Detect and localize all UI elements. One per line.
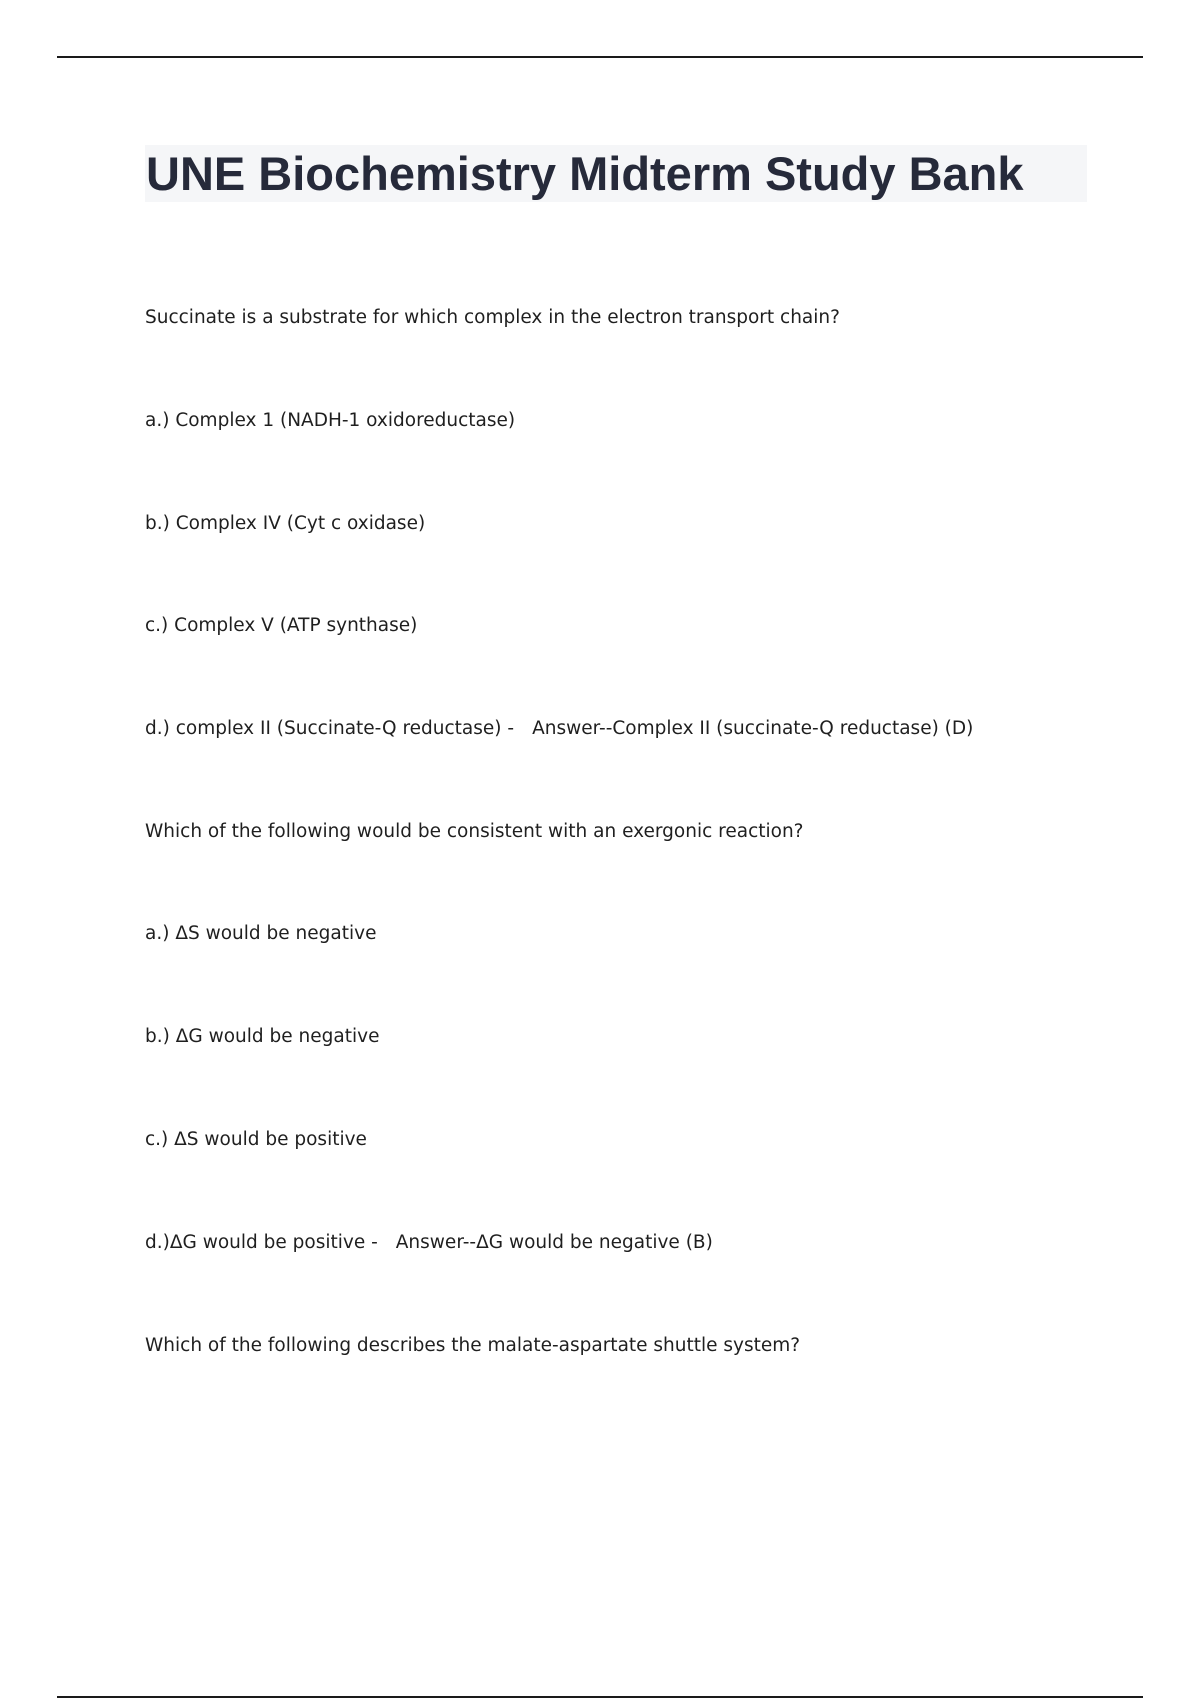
option-d-text: d.)ΔG would be positive -: [145, 1232, 378, 1253]
footer-rule: [57, 1696, 1143, 1698]
question-1-text: Succinate is a substrate for which complex in the electron transport chain?: [145, 307, 840, 328]
question-1-option-a: a.) Complex 1 (NADH-1 oxidoreductase): [145, 410, 516, 431]
question-1-answer: Answer--Complex II (succinate-Q reductase) (D): [532, 718, 974, 739]
question-1-option-b: b.) Complex IV (Cyt c oxidase): [145, 513, 426, 534]
document-title: UNE Biochemistry Midterm Study Bank: [146, 147, 1024, 200]
question-2-option-a: a.) ΔS would be negative: [145, 923, 377, 944]
question-2-text: Which of the following would be consistent with an exergonic reaction?: [145, 821, 804, 842]
option-d-text: d.) complex II (Succinate-Q reductase) -: [145, 718, 515, 739]
question-1-option-d: [145, 715, 973, 743]
question-2-option-d: [145, 1229, 713, 1257]
question-2-option-c: c.) ΔS would be positive: [145, 1129, 367, 1150]
question-3-text: Which of the following describes the malate-aspartate shuttle system?: [145, 1335, 801, 1356]
header-rule: [57, 56, 1143, 58]
question-2-answer: Answer--ΔG would be negative (B): [395, 1232, 713, 1253]
question-1-option-c: c.) Complex V (ATP synthase): [145, 615, 418, 636]
question-2-option-b: b.) ΔG would be negative: [145, 1026, 380, 1047]
